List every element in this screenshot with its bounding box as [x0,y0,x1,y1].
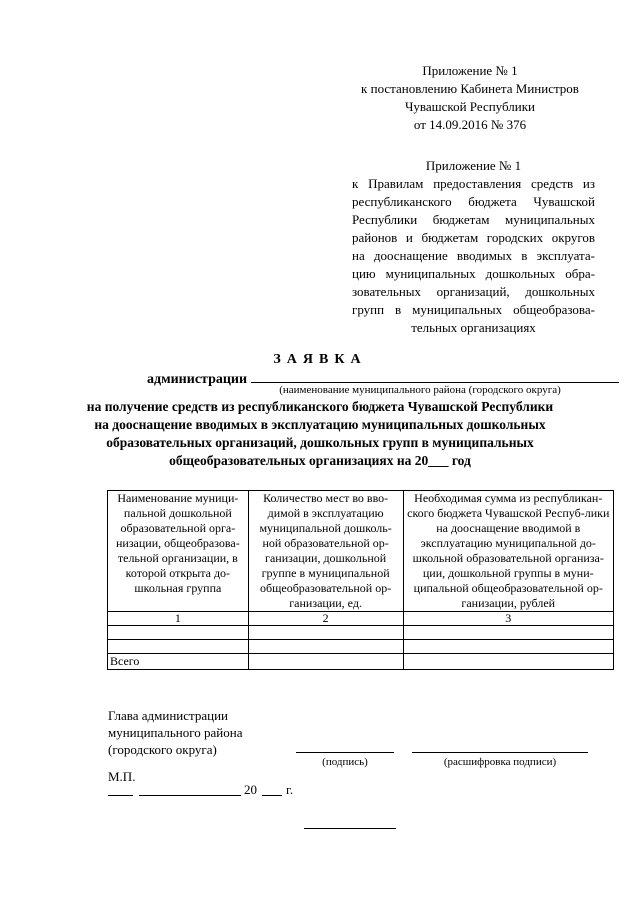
table-number-cell: 1 [108,612,249,626]
admin-fill-line[interactable] [251,370,619,383]
table-cell[interactable] [403,640,614,654]
document-title: ЗАЯВКА [273,352,367,367]
appendix-decree-line3: Чувашской Республики [404,99,536,114]
table-row [108,640,614,654]
appendix-rules-text: к Правилам предоставления средств из [352,176,595,191]
appendix-rules-text: зовательных организаций, дошкольных [352,284,595,299]
table-total-label: Всего [108,654,249,670]
date-year: 20 [244,782,257,797]
footer-separator [304,828,396,829]
table-cell[interactable] [108,640,249,654]
purpose-line: на дооснащение вводимых в эксплуатацию муниципальных дошкольных [94,417,546,432]
table-number-cell: 2 [248,612,403,626]
table-cell[interactable] [108,626,249,640]
appendix-rules [352,157,595,337]
signature-line[interactable] [296,752,394,753]
table-header-cell: Наименование муници-пальной дошкольной образовательной орга-низации, общеобразова-тельной организации, в которой открыта до-школьная группа [108,491,249,612]
signature-position-line: муниципального района [108,725,243,740]
table-cell[interactable] [403,626,614,640]
signature-position [108,707,242,758]
request-table [107,490,614,670]
signature-decode-line[interactable] [412,752,588,753]
appendix-decree [340,62,600,134]
date-year-line[interactable] [262,795,282,796]
appendix-rules-text: цию муниципальных дошкольных обра- [352,266,595,281]
table-header-cell: Необходимая сумма из республикан-ского бюджета Чувашской Респуб-лики на дооснащение вводимой в эксплуатацию муниципальной до-школьной образовательной организа-ции, дошкольной группы в муни-ципальной общеобразовательной ор-ганизации, рублей [403,491,614,612]
table-header-cell: Количество мест во вво-димой в эксплуатацию муниципальной дошколь-ной образовательной ор-ганизации, дошкольной группе в муниципальной общеобразовательной ор-ганизации, ед. [248,491,403,612]
appendix-rules-text: Республики бюджетам муниципальных [352,212,595,227]
appendix-decree-line1: Приложение № 1 [422,63,518,78]
appendix-rules-text: на дооснащение вводимых в эксплуата- [352,248,595,263]
date-suffix: г. [286,782,294,797]
table-cell[interactable] [403,654,614,670]
purpose-line: на получение средств из республиканского бюджета Чувашской Республики [86,399,554,414]
appendix-rules-last: тельных организациях [411,320,536,335]
appendix-decree-line4: от 14.09.2016 № 376 [413,117,527,132]
appendix-rules-text: республиканского бюджета Чувашской [352,194,595,209]
table-cell[interactable] [248,626,403,640]
admin-label: администрации [147,372,248,387]
table-number-cell: 3 [403,612,614,626]
appendix-rules-line1: Приложение № 1 [425,158,522,173]
date-month-line[interactable] [139,795,241,796]
purpose-line: образовательных организаций, дошкольных групп в муниципальных [106,435,534,450]
stamp-label: М.П. [108,769,136,784]
appendix-rules-text: групп в муниципальных общеобразова- [352,302,595,317]
signature-position-line: (городского округа) [108,742,217,757]
signature-hint: (подпись) [322,756,368,768]
appendix-rules-text: районов и бюджетам городских округов [352,230,595,245]
signature-position-line: Глава администрации [108,708,229,723]
table-header-row [108,491,614,612]
signature-decode-hint: (расшифровка подписи) [443,756,557,768]
table-cell[interactable] [248,640,403,654]
admin-hint: (наименование муниципального района (городского округа) [279,384,561,396]
table-number-row [108,612,614,626]
purpose-text [80,398,560,470]
date-day-line[interactable] [108,795,133,796]
appendix-decree-line2: к постановлению Кабинета Министров [361,81,579,96]
purpose-line: общеобразовательных организациях на 20___ год [169,453,471,468]
table-total-row [108,654,614,670]
table-row [108,626,614,640]
table-cell[interactable] [248,654,403,670]
